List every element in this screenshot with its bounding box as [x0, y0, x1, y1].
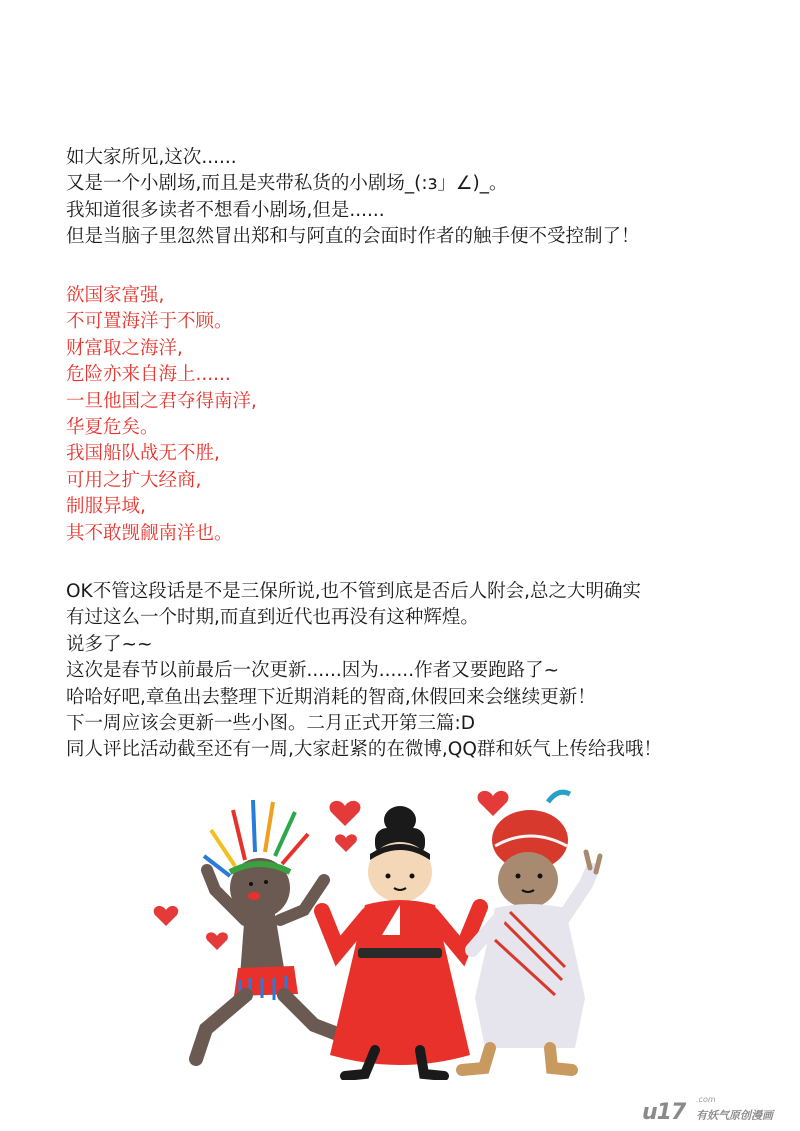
text-line: 如大家所见,这次......	[66, 147, 237, 168]
u17-logo: u17	[642, 1100, 686, 1125]
tribal-character	[196, 800, 340, 1059]
text-line: 哈哈好吧,章鱼出去整理下近期消耗的智商,休假回来会继续更新！	[66, 686, 596, 708]
quote-line: 危险亦来自海上......	[66, 364, 231, 386]
quote-line: 其不敢觊觎南洋也。	[66, 522, 233, 544]
quote-line: 制服异域,	[66, 496, 146, 518]
u17-domain: .com	[696, 1095, 716, 1104]
quote-line: 不可置海洋于不顾。	[66, 311, 233, 333]
quote-line: 财富取之海洋,	[66, 337, 183, 359]
notes-paragraph	[66, 579, 766, 764]
characters-illustration	[150, 780, 630, 1080]
text-line: 这次是春节以前最后一次更新......因为......作者又要跑路了~	[66, 660, 560, 682]
text-line: 同人评比活动截至还有一周,大家赶紧的在微博,QQ群和妖气上传给我哦！	[66, 739, 662, 761]
text-line: OK不管这段话是不是三保所说,也不管到底是否后人附会,总之大明确实	[66, 581, 641, 602]
text-line: 我知道很多读者不想看小剧场,但是......	[66, 199, 385, 221]
quote-line: 可用之扩大经商,	[66, 469, 202, 491]
heart-icon	[206, 932, 228, 950]
text-line: 有过这么一个时期,而直到近代也再没有这种辉煌。	[66, 607, 479, 629]
u17-slogan: 有妖气原创漫画	[696, 1109, 773, 1122]
quote-line: 一旦他国之君夺得南洋,	[66, 390, 257, 412]
text-line: 又是一个小剧场,而且是夹带私货的小剧场_(:з」∠)_。	[66, 173, 508, 195]
quote-line: 我国船队战无不胜,	[66, 443, 220, 465]
quote-paragraph	[66, 283, 766, 547]
heart-icon	[335, 834, 357, 852]
heart-icon	[330, 801, 361, 826]
heart-icon	[478, 791, 509, 816]
turban-character	[462, 792, 600, 1070]
text-line: 但是当脑子里忽然冒出郑和与阿直的会面时作者的触手便不受控制了！	[66, 226, 640, 248]
text-line: 下一周应该会更新一些小图。二月正式开第三篇:D	[66, 713, 475, 735]
quote-line: 欲国家富强,	[66, 285, 165, 306]
heart-icon	[154, 906, 179, 926]
intro-paragraph	[66, 145, 766, 251]
quote-line: 华夏危矣。	[66, 417, 159, 439]
u17-watermark	[642, 1095, 792, 1125]
text-line: 说多了~~	[66, 633, 153, 655]
